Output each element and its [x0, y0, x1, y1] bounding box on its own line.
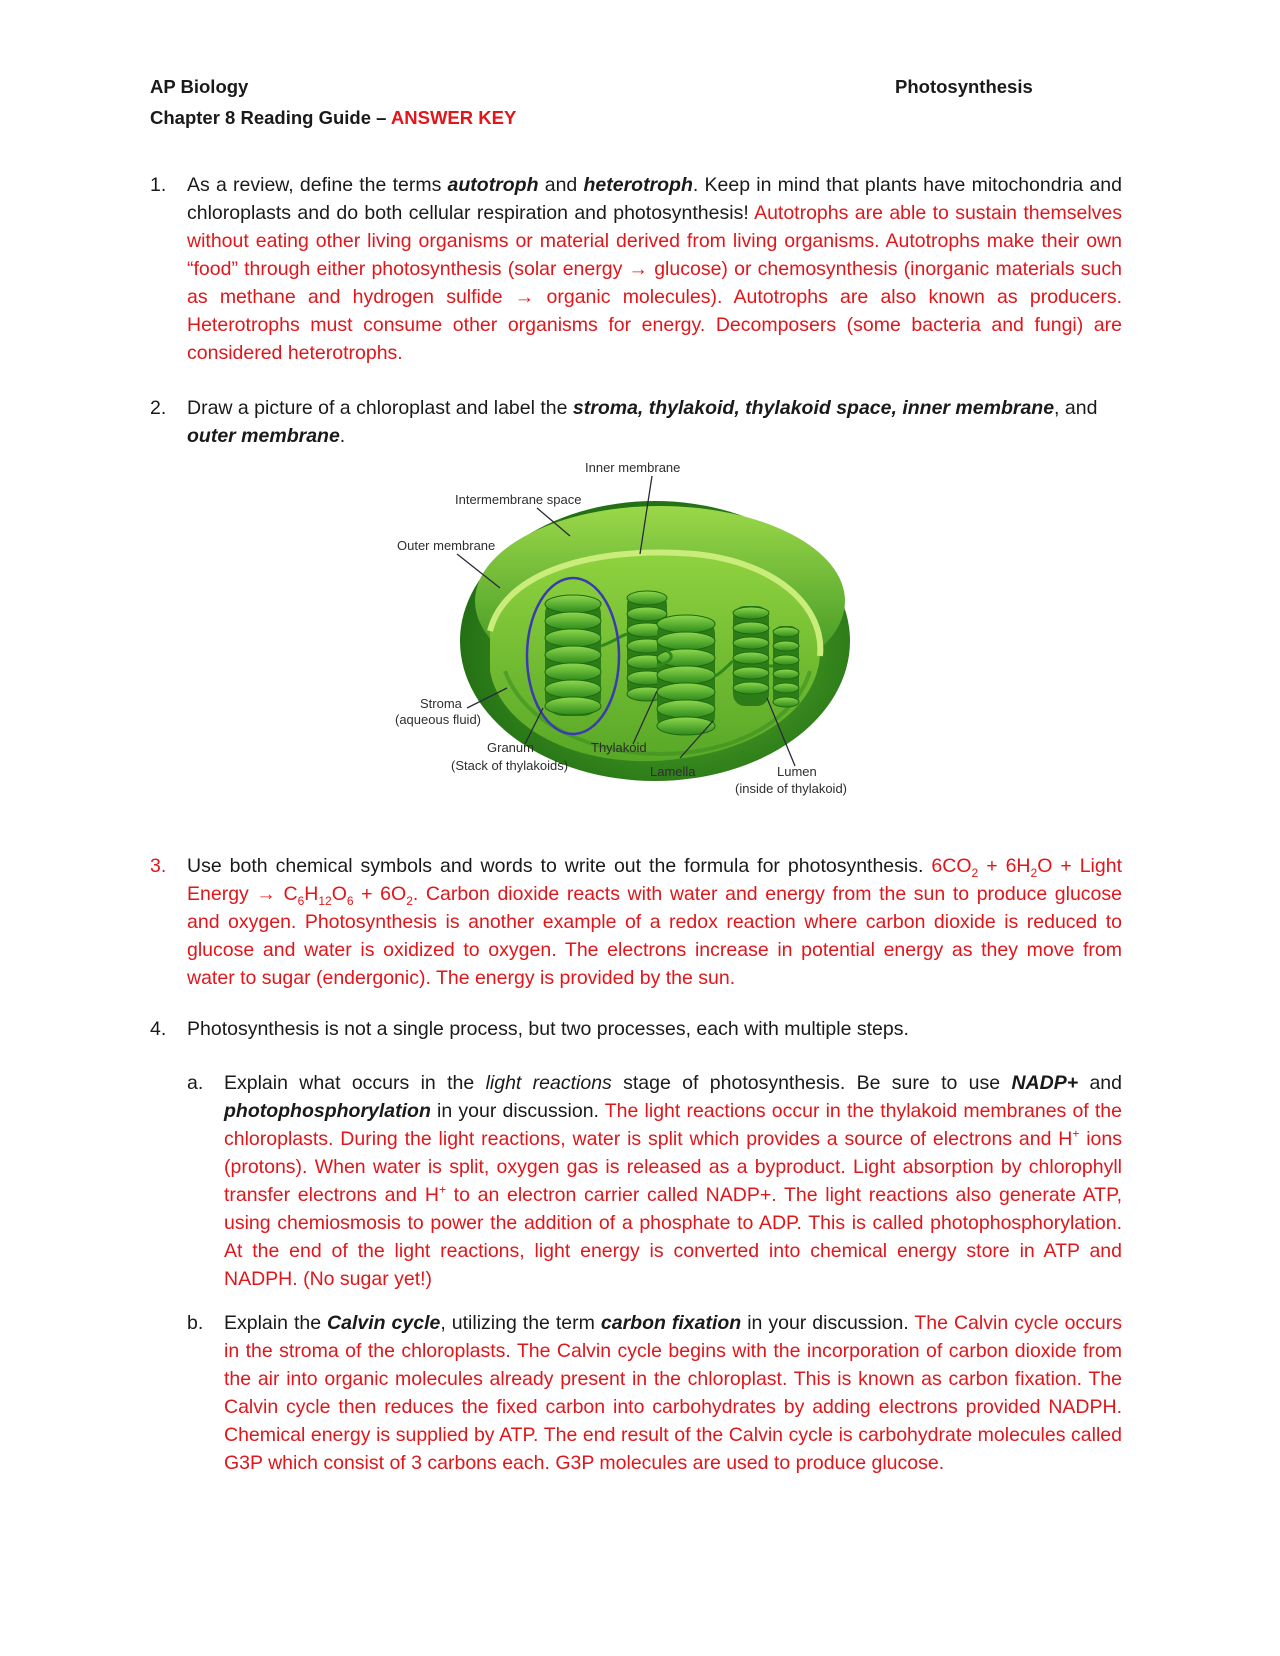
label-granum: Granum — [487, 740, 534, 755]
q4a-answer — [224, 1100, 1122, 1290]
q4a-answer-2: ions (protons). When water is split, oxygen gas is released as a byproduct. Light absorption by chlorophyll transfer electrons and H — [224, 1128, 1122, 1206]
q2-term-outer-membrane: outer membrane — [187, 425, 340, 447]
q3-prompt: Use both chemical symbols and words to write out the formula for photosynthesis. — [187, 855, 932, 877]
label-intermembrane-space: Intermembrane space — [455, 492, 582, 507]
f-sub-2c: 2 — [406, 893, 413, 908]
q2-prompt-2: , and — [1054, 397, 1098, 419]
q4b-prompt-3: in your discussion. — [741, 1312, 915, 1334]
q4b-answer: The Calvin cycle occurs in the stroma of the chloroplasts. The Calvin cycle begins with the incorporation of carbon dioxide from the air into organic molecules already present in the chloroplast. This is known as carbon fixation. The Calvin cycle then reduces the fixed carbon into carbohydrates by adding electrons provided NADPH. Chemical energy is supplied by ATP. The end result of the Calvin cycle is carbohydrate molecules called G3P which consist of 3 carbons each. G3P molecules are used to produce glucose. — [224, 1312, 1122, 1474]
chloroplast-diagram — [395, 460, 915, 846]
q1-number: 1. — [150, 174, 167, 196]
q4a-term-nadp: NADP+ — [1011, 1072, 1079, 1094]
label-thylakoid: Thylakoid — [591, 740, 647, 755]
q4b-term-carbon-fixation: carbon fixation — [600, 1312, 742, 1334]
q4a-term-light-reactions: light reactions — [485, 1072, 612, 1094]
q4a-prompt-3: and — [1078, 1072, 1122, 1094]
q4a-term-photophosphorylation: photophosphorylation — [224, 1100, 431, 1122]
q4a-sup-2: + — [438, 1182, 446, 1197]
f-sub-2b: 2 — [1030, 865, 1038, 880]
q4b-text — [224, 1309, 1122, 1477]
topic-title: Photosynthesis — [895, 76, 1033, 97]
f-sub-6a: 6 — [297, 893, 305, 908]
q2-prompt-1: Draw a picture of a chloroplast and label the — [187, 397, 573, 419]
label-lumen: Lumen — [777, 764, 817, 779]
q4a-text — [224, 1069, 1122, 1293]
q4a-letter: a. — [187, 1072, 204, 1094]
granum-stack-3 — [657, 615, 715, 735]
course-title: AP Biology — [150, 76, 249, 97]
label-lamella: Lamella — [650, 764, 696, 779]
f-6co: 6CO — [931, 855, 972, 877]
granum-stack-1 — [545, 595, 601, 716]
q3-number: 3. — [150, 855, 167, 877]
granum-stack-5 — [773, 626, 799, 707]
guide-title — [150, 107, 516, 129]
label-stroma: Stroma — [420, 696, 462, 711]
f-plus-6o: + 6O — [353, 883, 407, 905]
guide-title-text: Chapter 8 Reading Guide – — [150, 107, 387, 128]
q3-answer: . Carbon dioxide reacts with water and energy from the sun to produce glucose and oxygen. Photosynthesis is another example of a redox reaction where carbon dioxide is reduced to glucose and water is oxidized to oxygen. The electrons increase in potential energy as they move from water to sugar (endergonic). The energy is provided by the sun. — [187, 883, 1122, 989]
f-plus-6h: + 6H — [978, 855, 1031, 877]
q1-prompt-1: As a review, define the terms — [187, 174, 448, 196]
q4b-letter: b. — [187, 1312, 204, 1334]
q1-term-autotroph: autotroph — [447, 174, 539, 196]
q4a-prompt-1: Explain what occurs in the — [224, 1072, 486, 1094]
q4a-answer-1: The light reactions occur in the thylakoid membranes of the chloroplasts. During the light reactions, water is split which provides a source of electrons and H — [224, 1100, 1122, 1150]
q4b-term-calvin-cycle: Calvin cycle — [327, 1312, 441, 1334]
f-sub-6b: 6 — [346, 893, 354, 908]
q4a-prompt-4: in your discussion. — [430, 1100, 605, 1122]
q4-number: 4. — [150, 1018, 167, 1040]
q4a-answer-3: to an electron carrier called NADP+. The light reactions also generate ATP, using chemiosmosis to power the addition of a phosphate to ADP. This is called photophosphorylation. At the end of the light reactions, light energy is converted into chemical energy store in ATP and NADPH. (No sugar yet!) — [224, 1184, 1122, 1290]
q1-prompt-2: and — [538, 174, 584, 196]
f-o: O — [331, 883, 347, 905]
f-o-light: O + Light Energy → C — [187, 855, 1123, 905]
q4b-prompt-1: Explain the — [224, 1312, 328, 1334]
granum-stack-4 — [733, 606, 769, 706]
label-granum-sub: (Stack of thylakoids) — [451, 758, 569, 773]
q1-text — [187, 171, 1122, 367]
f-h: H — [304, 883, 319, 905]
q4a-sup-1: + — [1072, 1126, 1080, 1141]
q4a-prompt-2: stage of photosynthesis. Be sure to use — [611, 1072, 1012, 1094]
q1-answer: Autotrophs are able to sustain themselves without eating other living organisms or material derived from living organisms. Autotrophs make their own “food” through either photosynthesis (solar energy → glucose) or chemosynthesis (inorganic materials such as methane and hydrogen sulfide → organic molecules). Autotrophs are also known as producers. Heterotrophs must consume other organisms for energy. Decomposers (some bacteria and fungi) are considered heterotrophs. — [187, 202, 1122, 364]
q1-prompt-3: . Keep in mind that plants have mitochondria and chloroplasts and do both cellular respiration and photosynthesis! — [187, 174, 1122, 224]
q2-terms: stroma, thylakoid, thylakoid space, inner membrane — [572, 397, 1055, 419]
f-sub-12: 12 — [318, 893, 332, 908]
q4-prompt: Photosynthesis is not a single process, but two processes, each with multiple steps. — [187, 1018, 909, 1040]
q2-text — [187, 394, 1122, 450]
f-sub-2a: 2 — [971, 865, 979, 880]
q2-number: 2. — [150, 397, 167, 419]
q2-prompt-3: . — [339, 425, 346, 447]
q4b-prompt-2: , utilizing the term — [440, 1312, 601, 1334]
label-stroma-sub: (aqueous fluid) — [395, 712, 481, 727]
q1-term-heterotroph: heterotroph — [583, 174, 693, 196]
label-outer-membrane: Outer membrane — [397, 538, 496, 553]
label-lumen-sub: (inside of thylakoid) — [735, 781, 847, 796]
q3-text — [187, 852, 1122, 992]
label-inner-membrane: Inner membrane — [585, 460, 681, 475]
answer-key-label: ANSWER KEY — [390, 107, 517, 128]
